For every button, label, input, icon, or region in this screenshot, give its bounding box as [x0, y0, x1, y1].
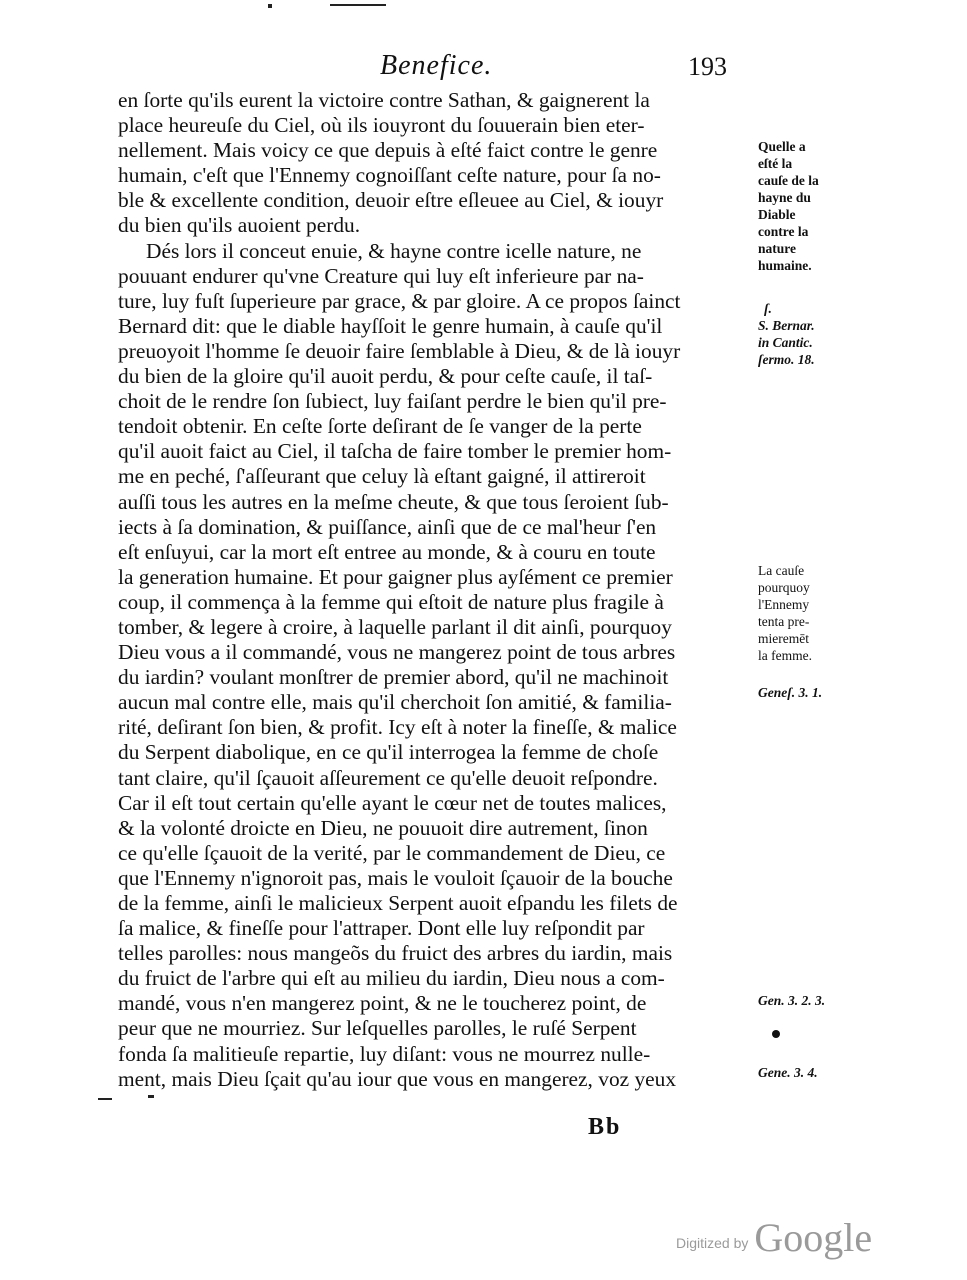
- text-line: iects à ſa domination, & puiſſance, ainſi que de ce mal'heur ſ'en: [118, 514, 657, 539]
- scan-speck: [98, 1098, 112, 1100]
- text-line: aucun mal contre elle, mais qu'il cherchoit ſon amitié, & familia-: [118, 690, 672, 715]
- text-line: coup, il commença à la femme qui eſtoit de nature plus fragile à: [118, 589, 664, 614]
- text-line: de la femme, ainſi le malicieux Serpent auoit eſpandu les filets de: [118, 891, 678, 915]
- text-line: humain, c'eſt que l'Ennemy cognoiſſant ceſte nature, pour ſa no-: [118, 163, 661, 188]
- margin-note-line: ſ.: [764, 301, 772, 316]
- digitized-by-watermark: [676, 1214, 872, 1261]
- text-line: peur que ne mourriez. Sur leſquelles parolles, le ruſé Serpent: [118, 1016, 637, 1041]
- text-line: pouuant endurer qu'vne Creature qui luy eſt inferieure par na-: [118, 263, 644, 288]
- text-line: du Serpent diabolique, en ce qu'il interrogea la femme de choſe: [118, 740, 659, 765]
- text-line: preuoyoit l'homme ſe deuoir faire ſemblable à Dieu, & de là iouyr: [118, 338, 681, 363]
- margin-note-bernard-reference: [758, 300, 854, 368]
- text-line: telles parolles: nous mangeõs du fruict des arbres du iardin, mais: [118, 941, 673, 966]
- margin-note-line: la femme.: [758, 648, 812, 663]
- text-line: ble & excellente condition, deuoir eſtre eſleuee au Ciel, & iouyr: [118, 188, 664, 213]
- margin-note-line: in Cantic.: [758, 335, 813, 350]
- body-text: [118, 88, 754, 1092]
- margin-note-temptation-cause: [758, 562, 854, 664]
- text-line: Dieu vous a il commandé, vous ne mangerez point de tous arbres: [118, 640, 676, 665]
- margin-note-hatred-cause: [758, 138, 854, 274]
- scan-speck: [268, 4, 272, 8]
- text-line: & la volonté droicte en Dieu, ne pouuoit dire autrement, ſinon: [118, 815, 648, 840]
- text-line: tomber, & legere à croire, à laquelle parlant il dit ainſi, pourquoy: [118, 614, 672, 639]
- text-line: place heureuſe du Ciel, où ils iouyront du ſouuerain bien eter-: [118, 113, 645, 138]
- margin-note-line: hayne du: [758, 190, 811, 205]
- running-head: Benefice.: [380, 50, 493, 81]
- text-line: mandé, vous n'en mangerez point, & ne le toucherez point, de: [118, 991, 647, 1016]
- margin-note-genesis-3-1: [758, 684, 854, 701]
- text-line: tant claire, qu'il ſçauoit aſſeurement ce qu'elle deuoit reſpondre.: [118, 765, 658, 790]
- text-line: ture, luy fuſt ſuperieure par grace, & par gloire. A ce propos ſainct: [118, 288, 681, 313]
- text-line: ce qu'elle ſçauoit de la verité, par le commandement de Dieu, ce: [118, 840, 666, 865]
- text-line: ment, mais Dieu ſçait qu'au iour que vous en mangerez, voz yeux: [118, 1066, 677, 1091]
- margin-note-line: Gene. 3. 4.: [758, 1065, 818, 1080]
- text-line: ſa malice, & fineſſe pour l'attraper. Dont elle luy reſpondit par: [118, 916, 645, 941]
- text-line: en ſorte qu'ils eurent la victoire contre Sathan, & gaignerent la: [118, 88, 650, 112]
- margin-note-line: mieremēt: [758, 631, 809, 646]
- text-line: que l'Ennemy n'ignoroit pas, mais le vouloit ſçauoir de la bouche: [118, 865, 673, 890]
- margin-note-line: humaine.: [758, 258, 812, 273]
- google-logo: Google: [754, 1215, 873, 1260]
- text-line: nellement. Mais voicy ce que depuis à eſté faict contre le genre: [118, 138, 658, 163]
- margin-note-line: l'Ennemy: [758, 597, 810, 612]
- text-line: Dés lors il conceut enuie, & hayne contre icelle nature, ne: [146, 238, 642, 263]
- margin-note-line: eſté la: [758, 156, 793, 171]
- text-line: choit de le rendre ſon ſubiect, luy faiſant perdre le bien qu'il pre-: [118, 389, 667, 414]
- scan-speck: [330, 4, 386, 6]
- margin-note-genesis-3-2-3: [758, 992, 854, 1009]
- margin-note-line: La cauſe: [758, 563, 805, 578]
- margin-note-line: S. Bernar.: [758, 318, 815, 333]
- text-line: Bernard dit: que le diable hayſſoit le genre humain, à cauſe qu'il: [118, 313, 663, 338]
- text-line: du fruict de l'arbre qui eſt au milieu du iardin, Dieu nous a com-: [118, 966, 665, 991]
- text-line: rité, deſirant ſon bien, & profit. Icy eſt à noter la fineſſe, & malice: [118, 715, 677, 740]
- scan-speck: [148, 1095, 154, 1098]
- margin-note-line: Diable: [758, 207, 796, 222]
- margin-note-line: Geneſ. 3. 1.: [758, 685, 823, 700]
- text-line: du bien qu'ils auoient perdu.: [118, 213, 361, 238]
- margin-note-line: pourquoy: [758, 580, 810, 595]
- text-line: fonda ſa malitieuſe repartie, luy diſant: vous ne mourrez nulle-: [118, 1041, 651, 1066]
- text-line: eſt enſuyui, car la mort eſt entree au monde, & à couru en toute: [118, 539, 656, 564]
- margin-note-line: Gen. 3. 2. 3.: [758, 993, 826, 1008]
- text-line: du iardin? voulant monſtrer de premier abord, qu'il ne machinoit: [118, 665, 669, 690]
- margin-note-line: contre la: [758, 224, 809, 239]
- page-number: 193: [688, 52, 727, 81]
- text-line: qu'il auoit faict au Ciel, il taſcha de faire tomber le premier hom-: [118, 439, 672, 464]
- text-line: du bien de la gloire qu'il auoit perdu, & pour ceſte cauſe, il taſ-: [118, 364, 653, 389]
- text-line: me en peché, ſ'aſſeurant que celuy là eſtant gaigné, il attireroit: [118, 464, 646, 489]
- margin-bullet-mark: [772, 1030, 780, 1038]
- margin-note-line: tenta pre-: [758, 614, 810, 629]
- margin-note-line: Quelle a: [758, 139, 806, 154]
- digitized-label: Digitized by: [676, 1235, 749, 1251]
- text-line: Car il eſt tout certain qu'elle ayant le cœur net de toutes malices,: [118, 790, 667, 815]
- text-line: la generation humaine. Et pour gaigner plus ayſément ce premier: [118, 564, 673, 589]
- margin-note-genesis-3-4: [758, 1064, 854, 1081]
- margin-note-line: cauſe de la: [758, 173, 819, 188]
- signature-mark: Bb: [588, 1114, 622, 1140]
- margin-note-line: ſermo. 18.: [758, 352, 815, 367]
- text-line: auſſi tous les autres en la meſme cheute, & que tous ſeroient ſub-: [118, 489, 669, 514]
- margin-note-line: nature: [758, 241, 797, 256]
- text-line: tendoit obtenir. En ceſte ſorte deſirant de ſe vanger de la perte: [118, 414, 642, 439]
